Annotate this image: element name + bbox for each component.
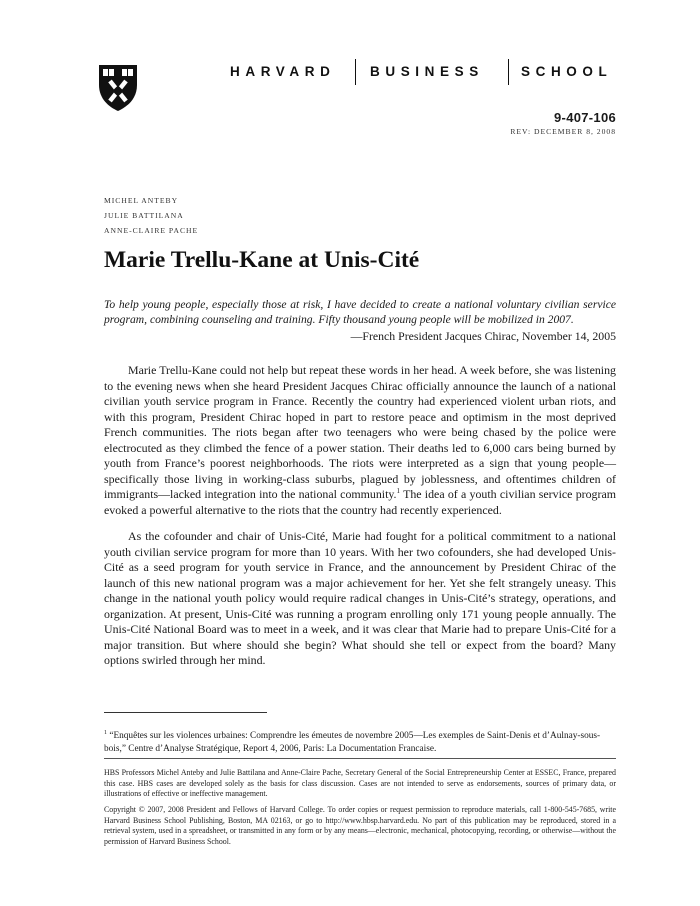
body-paragraph <box>104 363 616 518</box>
author-name: JULIE BATTILANA <box>104 211 184 220</box>
header-word-business: BUSINESS <box>370 64 484 79</box>
section-divider <box>104 758 616 759</box>
epigraph-attribution: —French President Jacques Chirac, November 14, 2005 <box>350 329 616 343</box>
header-word-harvard: HARVARD <box>230 64 336 79</box>
epigraph-quote: To help young people, especially those at risk, I have decided to create a national voluntary civilian service program, combining counseling and training. Fifty thousand young people will be mobilized in 2007. <box>104 298 616 326</box>
case-title: Marie Trellu-Kane at Unis-Cité <box>104 247 420 273</box>
case-number: 9-407-106 <box>554 110 616 125</box>
footnote-rule <box>104 712 267 713</box>
harvard-shield-logo <box>97 63 139 113</box>
paragraph-text: Marie Trellu-Kane could not help but repeat these words in her head. A week before, she was listening to the evening news when she heard President Jacques Chirac officially announce the launch of a national civilian youth service program in France. Recently the country had experienced violent urban riots, and with this program, President Chirac hoped in part to restore peace and optimism in the most deprived French communities. The riots began after two teenagers who were being chased by the police were electrocuted as they climbed the fence of a power station. Their deaths led to 6,000 cars being burned by youth from France’s poorest neighborhoods. The riots were interpreted as a sign that young people—specifically those living in working-class suburbs, plagued by joblessness, and oftentimes children of immigrants—lacked integration into the national community. <box>104 363 616 502</box>
footnote-text: “Enquêtes sur les violences urbaines: Comprendre les émeutes de novembre 2005—Les exemples de Saint-Denis et d’Aulnay-sous-bois,” Centre d’Analyse Stratégique, Report 4, 2006, Paris: La Documentation Francaise. <box>104 731 601 755</box>
body-paragraph: As the cofounder and chair of Unis-Cité, Marie had fought for a political commitment to a national youth civilian service program for more than 10 years. With her two cofounders, she had developed Unis-Cité as a seed program for youth service in France, and the announcement by President Chirac of the launch of this new national program was a major achievement for her. Yet she felt strangely uneasy. This change in the national youth policy would require radical changes in Unis-Cité’s strategy, operations, and organization. At present, Unis-Cité was running a program enrolling only 171 young people annually. The Unis-Cité National Board was to meet in a week, and it was clear that Marie had to prepare Unis-Cité for a major transition. But where should she begin? What should she tell or expect from the board? Many options swirled through her mind. <box>104 529 616 668</box>
case-disclaimer: HBS Professors Michel Anteby and Julie Battilana and Anne-Claire Pache, Secretary General of the Social Entrepreneurship Center at ESSEC, France, prepared this case. HBS cases are developed solely as the basis for class discussion. Cases are not intended to serve as endorsements, sources of primary data, or illustrations of effective or ineffective management. <box>104 768 616 799</box>
footnote <box>104 727 616 756</box>
footnote-marker: 1 <box>396 487 401 496</box>
author-name: MICHEL ANTEBY <box>104 196 179 205</box>
author-name: ANNE-CLAIRE PACHE <box>104 226 199 235</box>
paragraph-text: The idea of a youth civilian service program evoked a powerful alternative to the riots that the country had recently experienced. <box>104 487 616 517</box>
revision-date: REV: DECEMBER 8, 2008 <box>510 127 616 136</box>
header-word-school: SCHOOL <box>521 64 613 79</box>
copyright-notice: Copyright © 2007, 2008 President and Fellows of Harvard College. To order copies or request permission to reproduce materials, call 1-800-545-7685, write Harvard Business School Publishing, Boston, MA 02163, or go to http://www.hbsp.harvard.edu. No part of this publication may be reproduced, stored in a retrieval system, used in a spreadsheet, or transmitted in any form or by any means—electronic, mechanical, photocopying, recording, or otherwise—without the permission of Harvard Business School. <box>104 805 616 846</box>
header-divider <box>508 59 509 85</box>
header-divider <box>355 59 356 85</box>
footnote-number: 1 <box>104 730 107 736</box>
